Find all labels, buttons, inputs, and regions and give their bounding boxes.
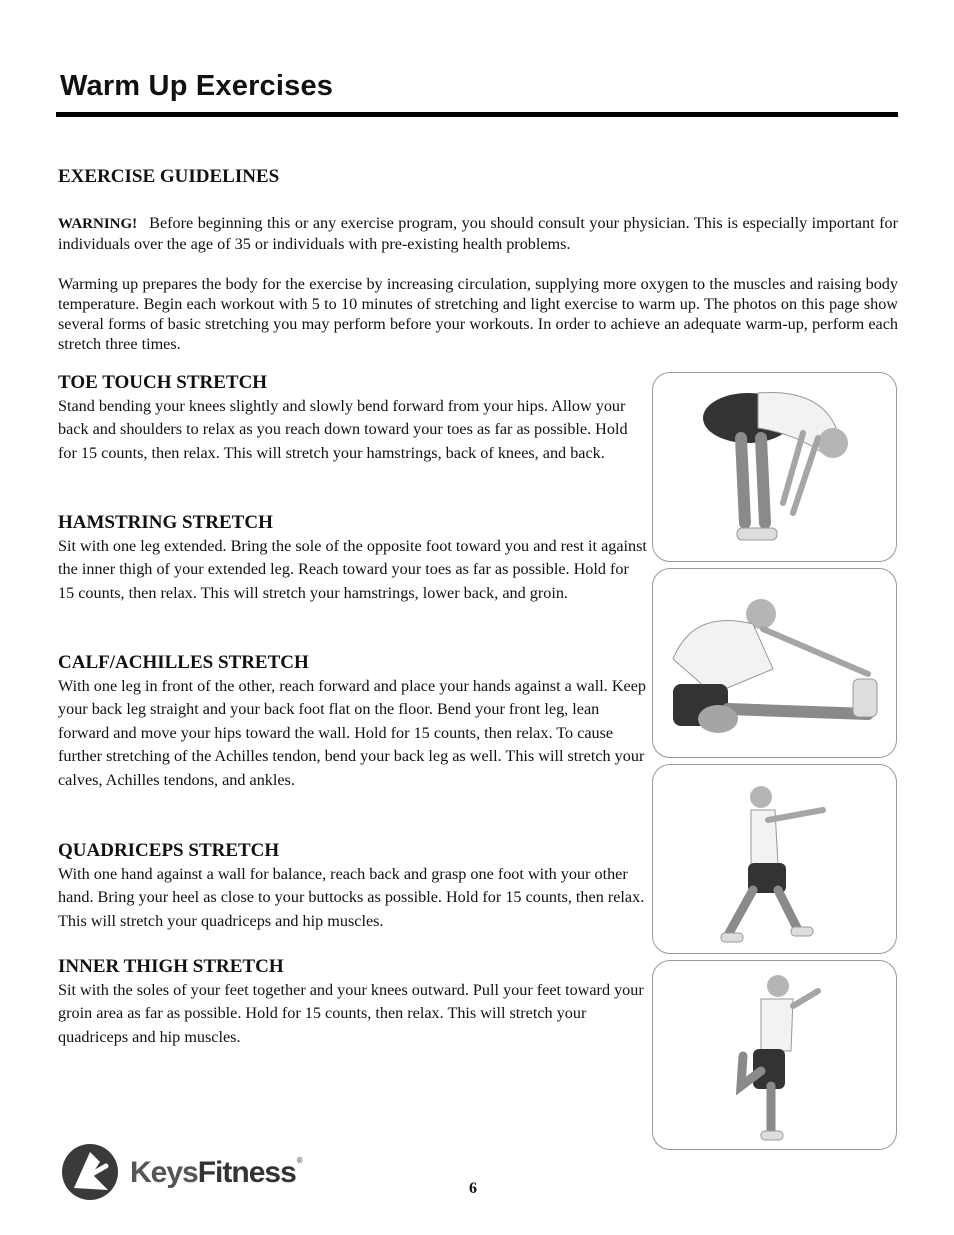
calf-achilles-photo	[652, 764, 897, 954]
section-heading: INNER THIGH STRETCH	[58, 956, 284, 977]
section-heading: CALF/ACHILLES STRETCH	[58, 652, 309, 673]
section-body: Sit with one leg extended. Bring the sole of the opposite foot toward you and rest it against the inner thigh of your extended leg. Reach toward your toes as far as possible. Hold for 15 counts, then relax. This will stretch your hamstrings, lower back, and groin.	[58, 537, 647, 602]
page-number: 6	[469, 1180, 477, 1197]
quadriceps-section	[58, 839, 648, 933]
logo-trademark: ®	[296, 1156, 302, 1165]
calf-achilles-section	[58, 651, 648, 792]
section-body: With one leg in front of the other, reach forward and place your hands against a wall. Keep your back leg straight and your back foot flat on the floor. Bend your front leg, lean forward and move your hips toward the wall. Hold for 15 counts, then relax. To cause further stretching of the Achilles tendon, bend your back leg as well. This will stretch your calves, Achilles tendons, and ankles.	[58, 677, 646, 789]
toe-touch-section	[58, 371, 648, 465]
inner-thigh-section	[58, 955, 648, 1049]
logo-wordmark	[130, 1156, 302, 1190]
toe-touch-photo	[652, 372, 897, 562]
section-heading: QUADRICEPS STRETCH	[58, 840, 280, 861]
quadriceps-photo	[652, 960, 897, 1150]
warning-label: WARNING!	[58, 216, 138, 232]
section-body: Stand bending your knees slightly and slowly bend forward from your hips. Allow your back and shoulders to relax as you reach down toward your toes as far as possible. Hold for 15 counts, then relax. This will stretch your hamstrings, back of knees, and back.	[58, 397, 628, 462]
hamstring-photo	[652, 568, 897, 758]
guidelines-heading: EXERCISE GUIDELINES	[58, 166, 280, 187]
warning-text: Before beginning this or any exercise program, you should consult your physician. This is especially important for individuals over the age of 35 or individuals with pre-existing health problems.	[58, 214, 898, 253]
section-body: With one hand against a wall for balance, reach back and grasp one foot with your other hand. Bring your heel as close to your buttocks as possible. Hold for 15 counts, then relax. This will stretch your quadriceps and hip muscles.	[58, 865, 645, 930]
section-body: Sit with the soles of your feet together and your knees outward. Pull your feet toward your groin area as far as possible. Hold for 15 counts, then relax. This will stretch your quadriceps and hip muscles.	[58, 981, 644, 1046]
keys-fitness-logo	[60, 1140, 310, 1204]
warning-paragraph	[58, 213, 898, 254]
logo-fitness: Fitness	[197, 1156, 296, 1189]
logo-keys: Keys	[130, 1156, 198, 1189]
hamstring-section	[58, 511, 648, 605]
title-rule	[56, 112, 898, 117]
section-heading: HAMSTRING STRETCH	[58, 512, 273, 533]
keys-fitness-logo-icon	[60, 1140, 122, 1202]
page-title: Warm Up Exercises	[60, 70, 334, 102]
section-heading: TOE TOUCH STRETCH	[58, 372, 268, 393]
intro-paragraph: Warming up prepares the body for the exercise by increasing circulation, supplying more oxygen to the muscles and raising body temperature. Begin each workout with 5 to 10 minutes of stretching and light exercise to warm up. The photos on this page show several forms of basic stretching you may perform before your workouts. In order to achieve an adequate warm-up, perform each stretch three times.	[58, 275, 898, 353]
